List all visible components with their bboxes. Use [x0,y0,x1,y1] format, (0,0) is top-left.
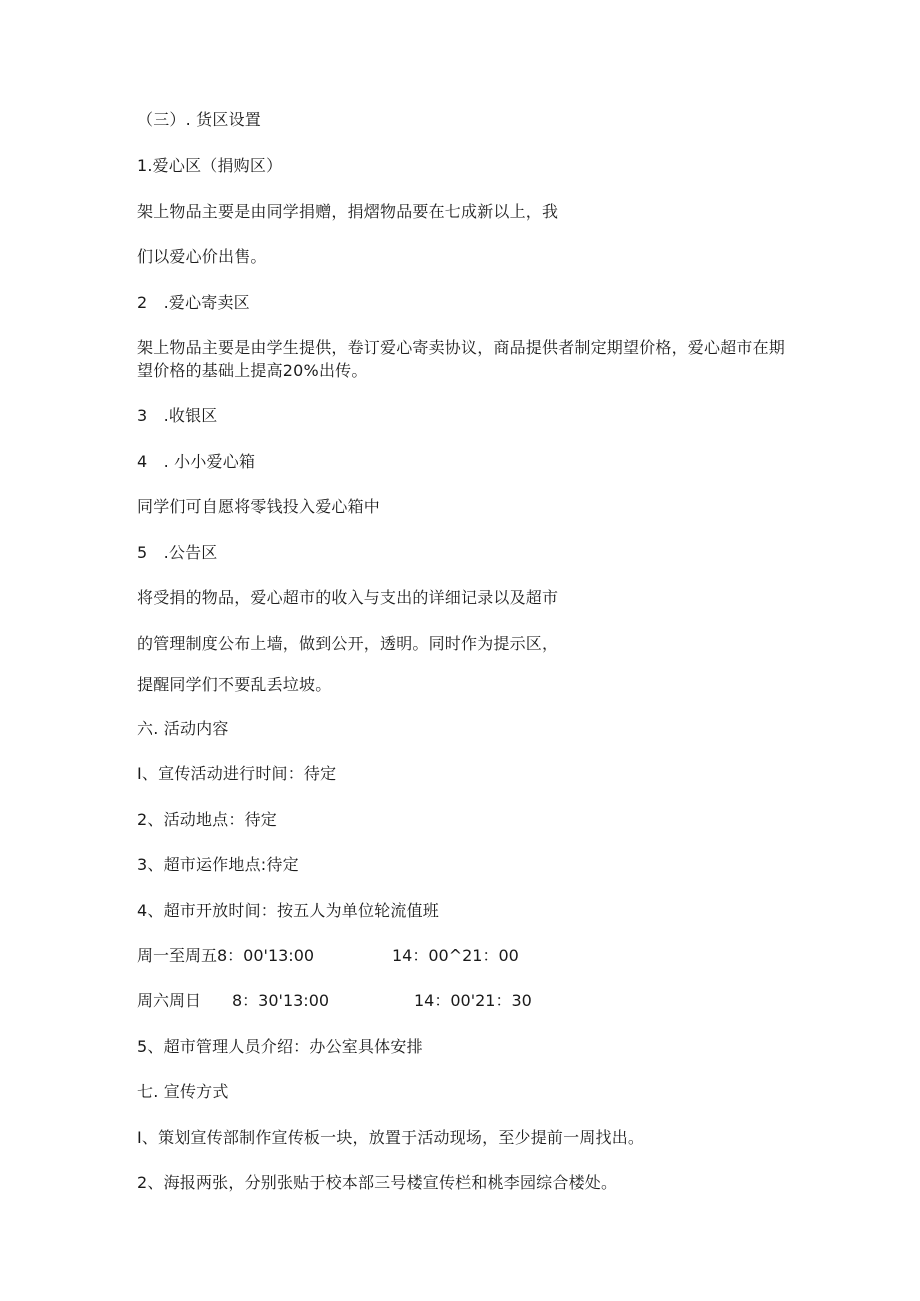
s6-item5: 5、超市管理人员介绍：办公室具体安排 [137,1037,423,1056]
item4-text: 同学们可自愿将零钱投入爱心箱中 [137,497,381,516]
s6-item3: 3、超市运作地点:待定 [137,855,299,874]
s6-item2: 2、活动地点：待定 [137,810,277,829]
heading-goods-area: （三）. 货区设置 [137,110,261,129]
s7-item2: 2、海报两张，分别张贴于校本部三号楼宣传栏和桃李园综合楼处。 [137,1173,618,1192]
item3-title: 3 .收银区 [137,406,218,425]
item4-title: 4 . 小小爱心箱 [137,452,256,471]
item2-text: 架上物品主要是由学生提供，卷订爱心寄卖协议，商品提供者制定期望价格，爱心超市在期望价格的基础上提高20%出传。 [137,338,786,380]
schedule-weekday-morning: 周一至周五8：00'13:00 [137,946,315,965]
schedule-weekday-afternoon: 14：00^21：00 [392,946,519,965]
schedule-weekday-row [137,946,837,966]
schedule-weekend-afternoon: 14：00'21：30 [414,991,532,1010]
item5-title: 5 .公告区 [137,543,218,562]
s7-item1: I、策划宣传部制作宣传板一块，放置于活动现场，至少提前一周找出。 [137,1128,645,1147]
s6-item1: I、宣传活动进行时间：待定 [137,764,337,783]
item1-title: 1.爱心区（捐购区） [137,156,283,175]
schedule-weekend-row [137,991,837,1011]
schedule-weekend-morning: 8：30'13:00 [232,991,330,1010]
item1-text-line2: 们以爱心价出售。 [137,247,267,266]
section6-title: 六. 活动内容 [137,719,229,738]
item2-title: 2 .爱心寄卖区 [137,293,250,312]
section7-title: 七. 宣传方式 [137,1082,229,1101]
item5-text-line1: 将受捐的物品，爱心超市的收入与支出的详细记录以及超市 [137,588,559,607]
item5-text-line2: 的管理制度公布上墙，做到公开，透明。同时作为提示区， [137,634,559,653]
item1-text-line1: 架上物品主要是由同学捐赠，捐熠物品要在七成新以上，我 [137,202,559,221]
s6-item4: 4、超市开放时间：按五人为单位轮流值班 [137,901,439,920]
item5-text-line3: 提醒同学们不要乱丢垃坡。 [137,675,332,694]
schedule-weekend-label: 周六周日 [137,991,202,1010]
